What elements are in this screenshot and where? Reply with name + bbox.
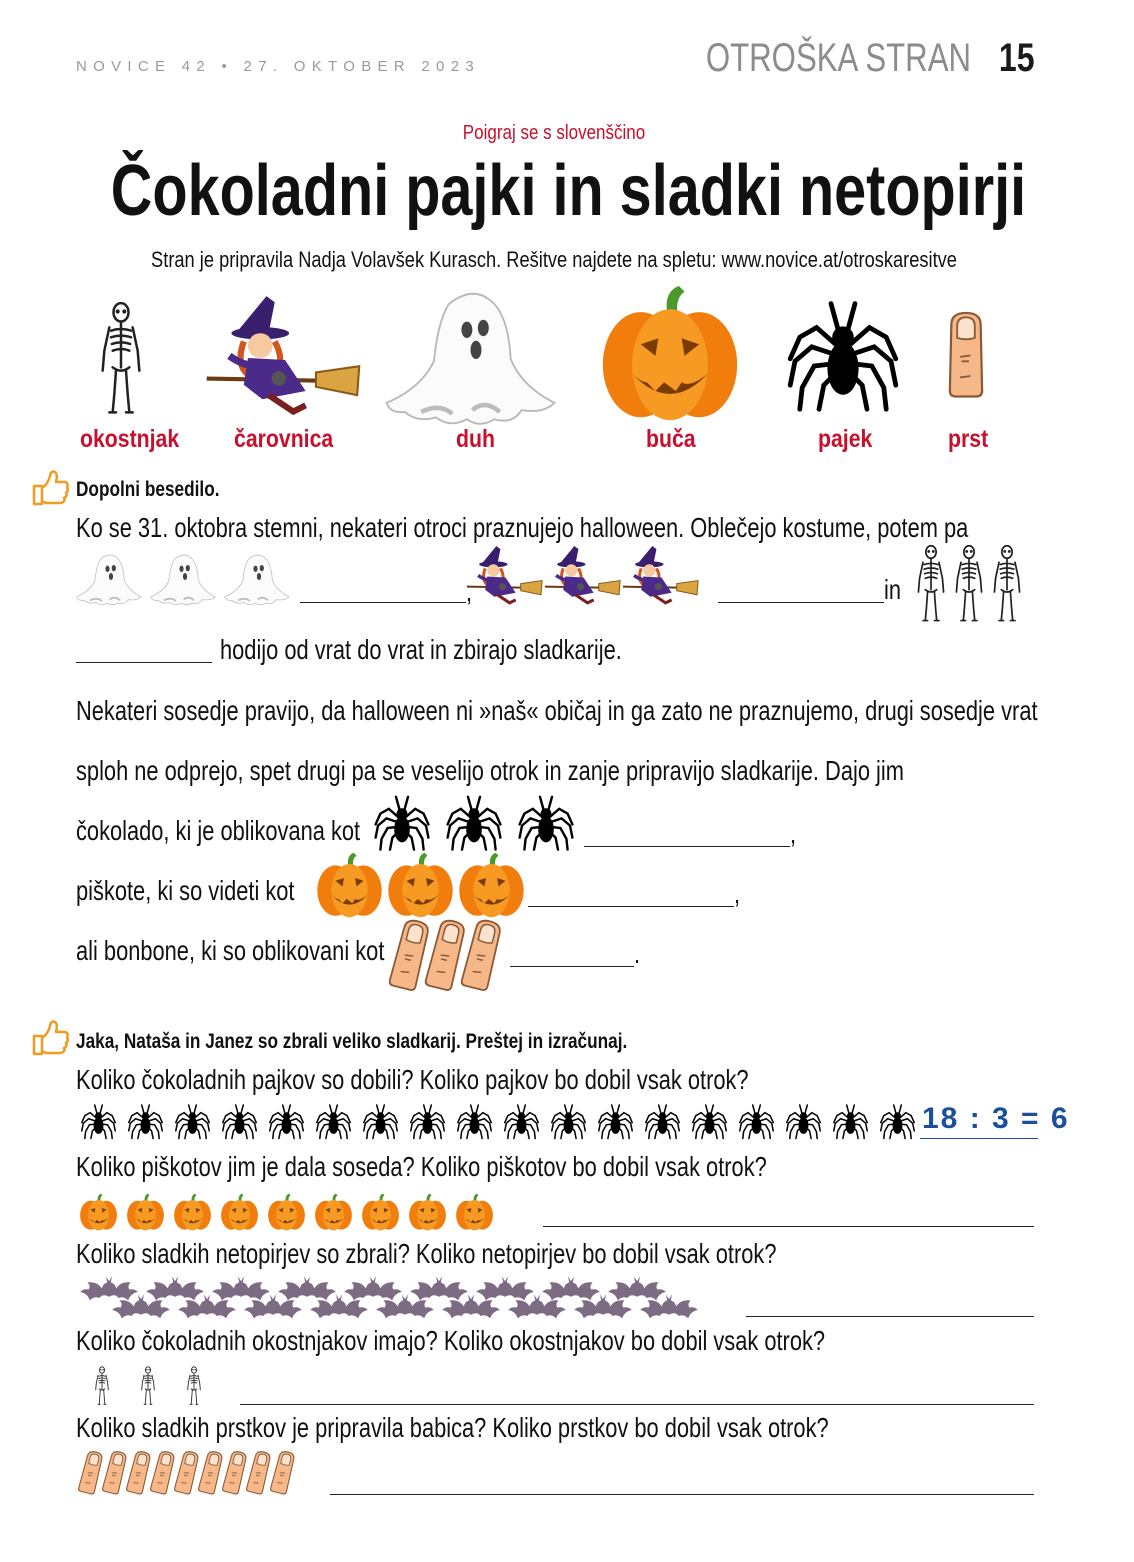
comma: , — [734, 878, 741, 909]
pumpkin-icon — [385, 850, 456, 920]
kicker: Poigraj se s slovenščino — [462, 122, 646, 144]
task1-line6: čokolado, ki je oblikovana kot — [76, 815, 361, 846]
bat-count-row — [76, 1274, 696, 1322]
spider-icon — [170, 1102, 215, 1140]
example-answer: 18 : 3 = 6 — [922, 1102, 1070, 1135]
skeleton-count-row — [80, 1366, 218, 1406]
task1-line8: ali bonbone, ki so oblikovani kot — [76, 935, 385, 966]
spider-icon — [217, 1102, 262, 1140]
in-word: in — [884, 574, 902, 605]
skeleton-icon — [80, 1366, 124, 1406]
page-number: 15 — [998, 36, 1034, 80]
finger-row — [392, 916, 500, 992]
spider-icon — [770, 294, 916, 414]
spider-icon — [734, 1102, 779, 1140]
ghost-icon — [384, 286, 568, 432]
skeleton-icon — [126, 1366, 170, 1406]
task1-line1: Ko se 31. oktobra stemni, nekateri otroci praznujejo halloween. Oblečejo kostume, potem pa — [76, 512, 969, 543]
pumpkin-icon — [123, 1192, 168, 1232]
spider-icon — [311, 1102, 356, 1140]
credit-line: Stran je pripravila Nadja Volavšek Kurasch. Rešitve najdete na spletu: www.novice.at/otroskaresitve — [151, 247, 957, 272]
pumpkin-icon — [217, 1192, 262, 1232]
answer-blank-pumpkin[interactable] — [528, 906, 734, 907]
finger-icon — [944, 296, 988, 412]
page-title: Čokoladni pajki in sladki netopirji — [110, 151, 1027, 231]
spider-icon — [264, 1102, 309, 1140]
pumpkin-icon — [358, 1192, 403, 1232]
answer-blank-ghost[interactable] — [300, 602, 466, 603]
task1-instruction: Dopolni besedilo. — [76, 478, 220, 501]
spider-icon — [510, 792, 582, 852]
vocab-label-carovnica: čarovnica — [234, 425, 334, 453]
period: . — [634, 938, 641, 969]
answer-line-bats[interactable] — [746, 1316, 1034, 1317]
witch-icon — [466, 544, 544, 610]
answer-line-pumpkins[interactable] — [543, 1226, 1034, 1227]
witch-icon — [204, 292, 364, 426]
task1-line3: hodijo od vrat do vrat in zbirajo sladkarije. — [220, 634, 622, 665]
spider-icon — [781, 1102, 826, 1140]
question-bats: Koliko sladkih netopirjev so zbrali? Koliko netopirjev bo dobil vsak otrok? — [76, 1238, 777, 1269]
spider-icon — [875, 1102, 920, 1140]
spider-icon — [640, 1102, 685, 1140]
answer-blank-skeleton[interactable] — [76, 662, 212, 663]
witch-row — [466, 544, 700, 610]
task1-line4: Nekateri sosedje pravijo, da halloween ni »naš« običaj in ga zato ne praznujemo, drugi sosedje vrat — [76, 695, 1038, 726]
answer-line-skeletons[interactable] — [240, 1404, 1034, 1405]
comma: , — [790, 818, 797, 849]
answer-blank-finger[interactable] — [510, 966, 634, 967]
spider-icon — [499, 1102, 544, 1140]
skeleton-icon — [950, 544, 988, 624]
example-answer-underline — [920, 1138, 1038, 1139]
spider-icon — [687, 1102, 732, 1140]
thumbs-up-icon — [30, 468, 70, 508]
header-issue: NOVICE 42 • 27. OKTOBER 2023 — [76, 58, 480, 75]
spider-icon — [828, 1102, 873, 1140]
ghost-row — [74, 552, 296, 608]
pumpkin-icon — [452, 1192, 497, 1232]
task1-line5: sploh ne odprejo, spet drugi pa se veselijo otrok in zanje pripravijo sladkarije. Dajo jim — [76, 755, 904, 786]
vocab-label-buca: buča — [646, 425, 696, 453]
spider-icon — [405, 1102, 450, 1140]
spider-row — [366, 792, 582, 852]
answer-blank-spider[interactable] — [584, 846, 790, 847]
ghost-icon — [222, 552, 296, 608]
question-spiders: Koliko čokoladnih pajkov so dobili? Koliko pajkov bo dobil vsak otrok? — [76, 1064, 749, 1095]
header-section: OTROŠKA STRAN — [705, 36, 971, 80]
spider-icon — [452, 1102, 497, 1140]
spider-icon — [358, 1102, 403, 1140]
spider-icon — [366, 792, 438, 852]
pumpkin-icon — [311, 1192, 356, 1232]
pumpkin-icon — [170, 1192, 215, 1232]
vocab-label-duh: duh — [456, 425, 495, 453]
spider-icon — [123, 1102, 168, 1140]
skeleton-row — [912, 544, 1026, 624]
pumpkin-icon — [76, 1192, 121, 1232]
spider-icon — [438, 792, 510, 852]
task1-line7: piškote, ki so videti kot — [76, 875, 295, 906]
pumpkin-icon — [592, 280, 748, 426]
skeleton-icon — [96, 292, 146, 426]
vocab-label-okostnjak: okostnjak — [80, 425, 180, 453]
pumpkin-icon — [314, 850, 385, 920]
witch-icon — [622, 544, 700, 610]
question-skeletons: Koliko čokoladnih okostnjakov imajo? Koliko okostnjakov bo dobil vsak otrok? — [76, 1325, 826, 1356]
skeleton-icon — [172, 1366, 216, 1406]
ghost-icon — [74, 552, 148, 608]
vocab-label-pajek: pajek — [818, 425, 873, 453]
bat-icon — [636, 1292, 702, 1322]
thumbs-up-icon — [30, 1018, 70, 1058]
question-pumpkins: Koliko piškotov jim je dala soseda? Koliko piškotov bo dobil vsak otrok? — [76, 1151, 767, 1182]
spider-icon — [593, 1102, 638, 1140]
answer-line-fingers[interactable] — [330, 1494, 1034, 1495]
comma: , — [466, 576, 473, 607]
pumpkin-icon — [405, 1192, 450, 1232]
pumpkin-count-row — [76, 1192, 499, 1232]
skeleton-icon — [912, 544, 950, 624]
finger-count-row — [80, 1446, 296, 1498]
vocab-label-prst: prst — [948, 425, 989, 453]
spider-icon — [76, 1102, 121, 1140]
question-fingers: Koliko sladkih prstkov je pripravila babica? Koliko prstkov bo dobil vsak otrok? — [76, 1412, 829, 1443]
skeleton-icon — [988, 544, 1026, 624]
spider-count-row — [76, 1102, 922, 1140]
pumpkin-row — [314, 850, 527, 920]
pumpkin-icon — [456, 850, 527, 920]
task2-instruction: Jaka, Nataša in Janez so zbrali veliko sladkarij. Preštej in izračunaj. — [76, 1030, 628, 1053]
spider-icon — [546, 1102, 591, 1140]
witch-icon — [544, 544, 622, 610]
ghost-icon — [148, 552, 222, 608]
pumpkin-icon — [264, 1192, 309, 1232]
answer-blank-witch[interactable] — [718, 602, 884, 603]
